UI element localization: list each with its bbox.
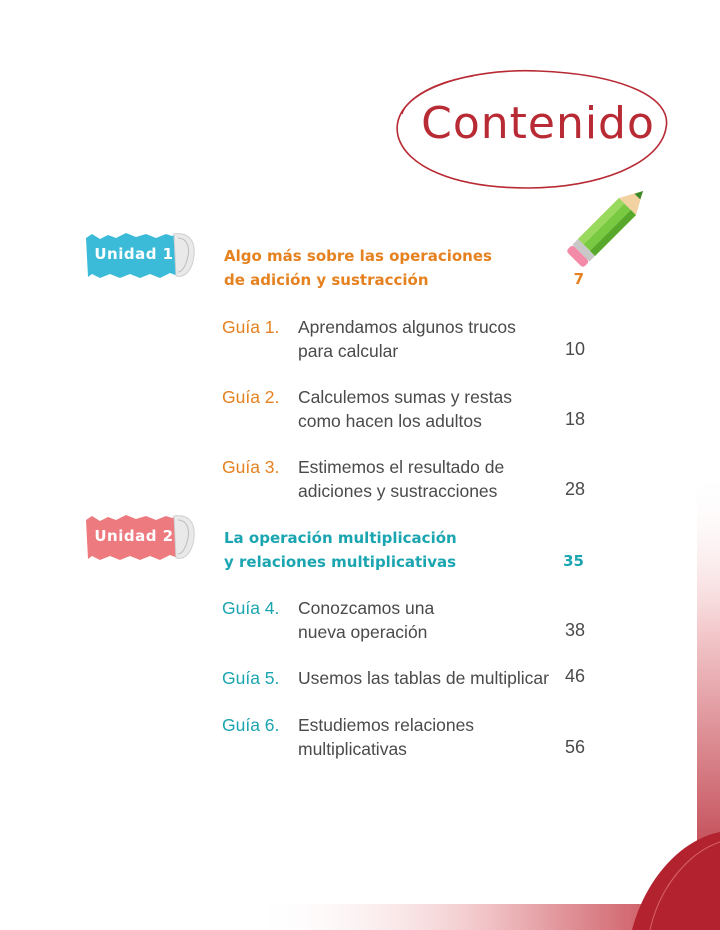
guide-title: Estudiemos relaciones multiplicativas [298, 715, 475, 759]
guide-title: Usemos las tablas de multiplicar [298, 668, 549, 688]
guide-page: 18 [564, 409, 585, 429]
guide-item[interactable] [222, 666, 587, 720]
guide-item[interactable] [222, 315, 587, 369]
guide-item[interactable] [222, 713, 587, 767]
guide-number: Guía 5. [222, 668, 280, 688]
guide-title: Conozcamos una nueva operación [298, 598, 435, 642]
unit-1-page: 7 [573, 270, 584, 288]
unit-2-label: Unidad 2 [94, 527, 174, 545]
unit-2-title[interactable]: La operación multiplicación y relaciones multiplicativas [224, 529, 457, 571]
guide-title: Aprendamos algunos trucos para calcular [298, 317, 516, 361]
unit-1-title[interactable]: Algo más sobre las operaciones de adición y sustracción [224, 247, 492, 289]
guide-item[interactable] [222, 385, 587, 439]
guide-item[interactable] [222, 596, 587, 650]
guide-item[interactable] [222, 455, 587, 509]
guide-page: 46 [564, 666, 585, 686]
guide-page: 38 [564, 620, 585, 640]
guide-number: Guía 2. [222, 387, 280, 407]
unit-1-label: Unidad 1 [94, 245, 174, 263]
unit-2-page: 35 [563, 552, 584, 570]
guide-page: 10 [564, 339, 585, 359]
guide-number: Guía 4. [222, 598, 280, 618]
unit-1-tag [86, 232, 218, 280]
guide-number: Guía 1. [222, 317, 280, 337]
guide-page: 28 [564, 479, 585, 499]
title-bubble [378, 66, 673, 196]
unit-2-tag [86, 514, 218, 562]
page-title: Contenido [421, 98, 655, 149]
guide-number: Guía 3. [222, 457, 280, 477]
guide-number: Guía 6. [222, 715, 280, 735]
guide-page: 56 [564, 737, 585, 757]
pencil-icon [562, 180, 652, 275]
guide-title: Estimemos el resultado de adiciones y sustracciones [298, 457, 505, 501]
guide-title: Calculemos sumas y restas como hacen los adultos [298, 387, 512, 431]
